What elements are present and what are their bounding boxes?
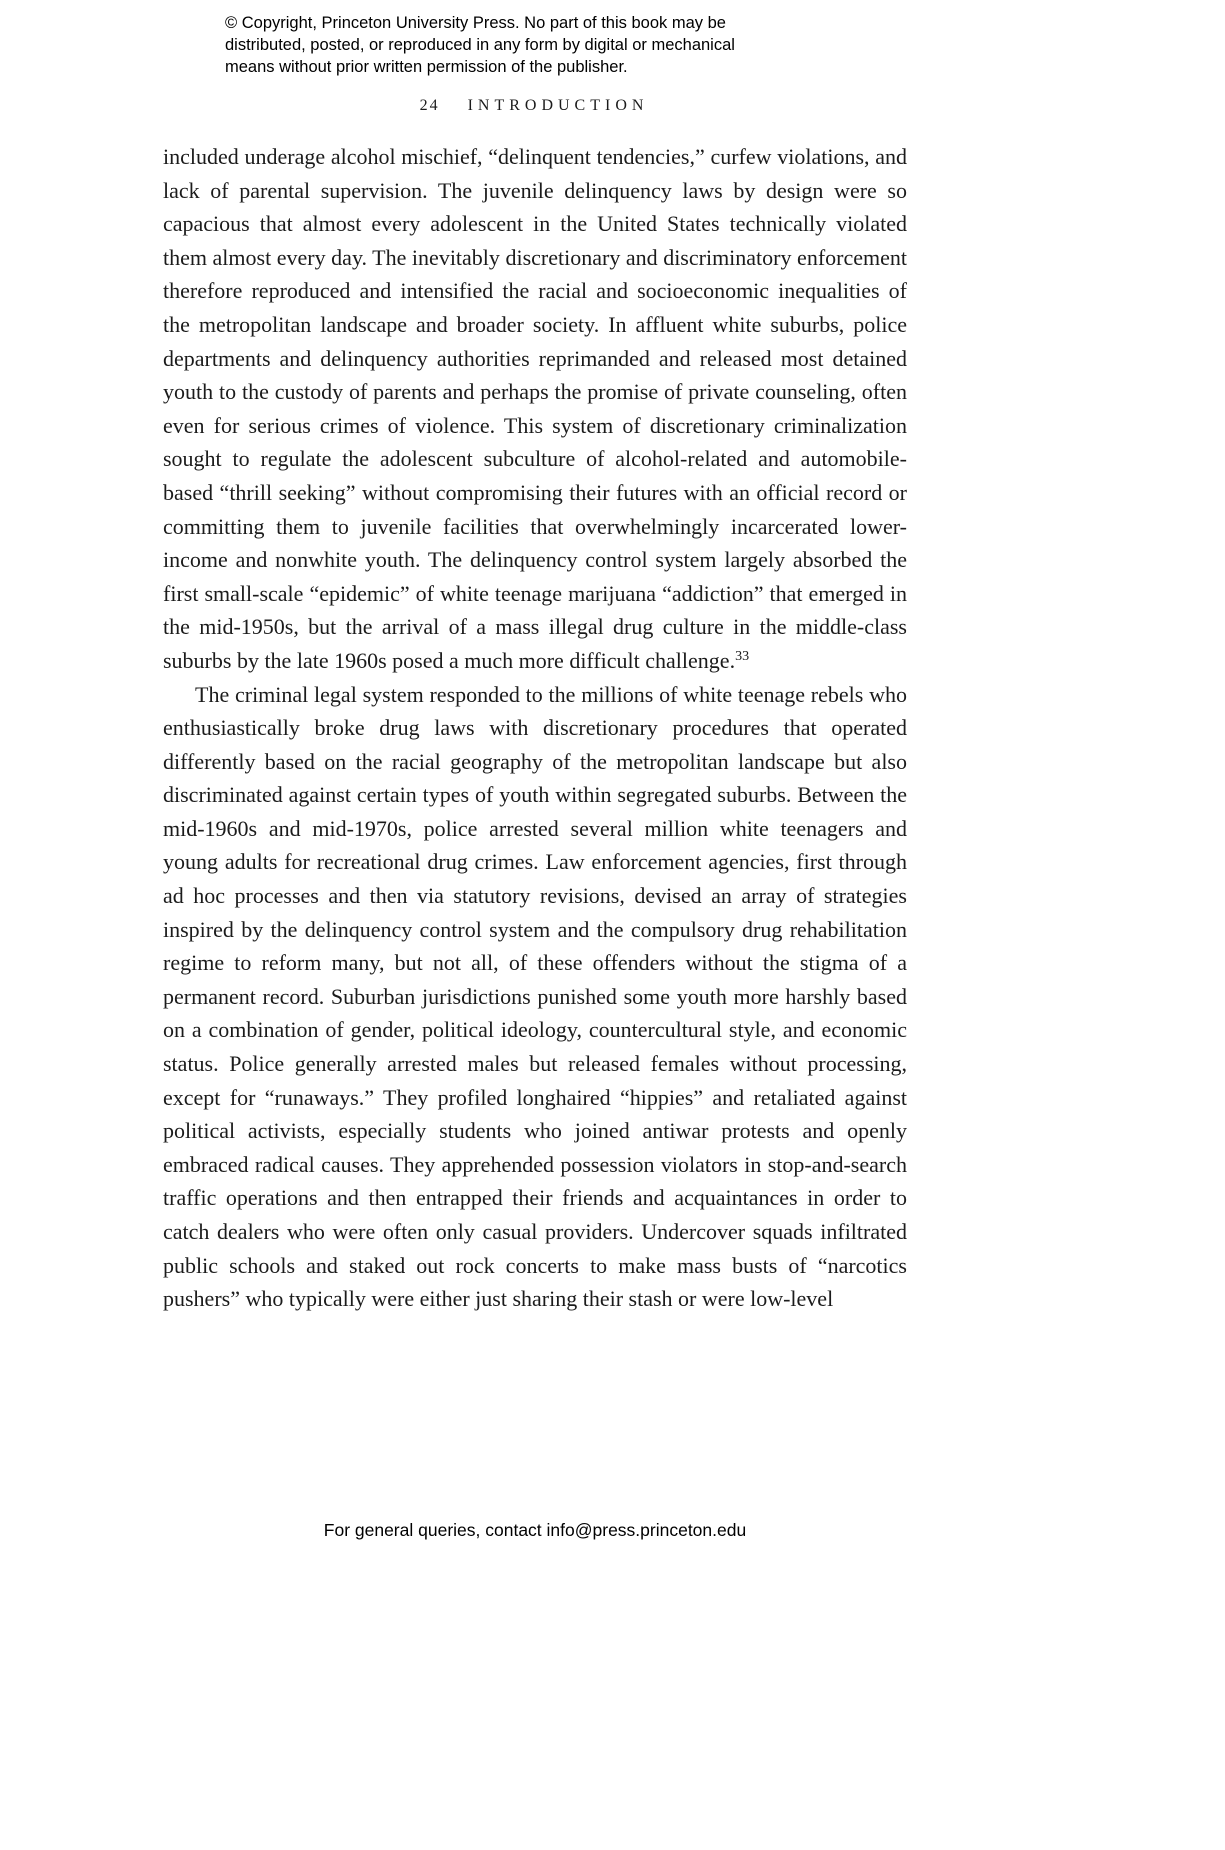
footnote-reference: 33: [735, 648, 750, 665]
section-title: INTRODUCTION: [467, 97, 649, 114]
copyright-line: means without prior written permission of the publisher.: [225, 58, 628, 76]
page-number: 24: [419, 97, 440, 114]
copyright-line: © Copyright, Princeton University Press. No part of this book may be: [225, 14, 726, 32]
copyright-line: distributed, posted, or reproduced in any form by digital or mechanical: [225, 36, 735, 54]
paragraph-1-text: included underage alcohol mischief, “delinquent tendencies,” curfew violations, and lack of parental supervision. The juvenile delinquency laws by design were so capacious that almost every adolescent in the United States technically violated them almost every day. The inevitably discretionary and discriminatory enforcement therefore reproduced and intensified the racial and socioeconomic inequalities of the metropolitan landscape and broader society. In affluent white suburbs, police departments and delinquency authorities reprimanded and released most detained youth to the custody of parents and perhaps the promise of private counseling, often even for serious crimes of violence. This system of discretionary criminalization sought to regulate the adolescent subculture of alcohol-related and automobile-based “thrill seeking” without compromising their futures with an official record or committing them to juvenile facilities that overwhelmingly incarcerated lower-income and nonwhite youth. The delinquency control system largely absorbed the first small-scale “epidemic” of white teenage marijuana “addiction” that emerged in the mid-1950s, but the arrival of a mass illegal drug culture in the middle-class suburbs by the late 1960s posed a much more difficult challenge.: [163, 144, 907, 673]
paragraph-1: [163, 140, 907, 678]
copyright-notice: [225, 12, 845, 78]
body-text: [163, 140, 907, 1316]
footer-contact: For general queries, contact info@press.princeton.edu: [323, 1520, 747, 1540]
running-head: [163, 97, 905, 115]
paragraph-2: [163, 678, 907, 1316]
paragraph-2-text: The criminal legal system responded to the millions of white teenage rebels who enthusiastically broke drug laws with discretionary procedures that operated differently based on the racial geography of the metropolitan landscape but also discriminated against certain types of youth within segregated suburbs. Between the mid-1960s and mid-1970s, police arrested several million white teenagers and young adults for recreational drug crimes. Law enforcement agencies, first through ad hoc processes and then via statutory revisions, devised an array of strategies inspired by the delinquency control system and the compulsory drug rehabilitation regime to reform many, but not all, of these offenders without the stigma of a permanent record. Suburban jurisdictions punished some youth more harshly based on a combination of gender, political ideology, countercultural style, and economic status. Police generally arrested males but released females without processing, except for “runaways.” They profiled longhaired “hippies” and retaliated against political activists, especially students who joined antiwar protests and openly embraced radical causes. They apprehended possession violators in stop-and-search traffic operations and then entrapped their friends and acquaintances in order to catch dealers who were often only casual providers. Undercover squads infiltrated public schools and staked out rock concerts to make mass busts of “narcotics pushers” who typically were either just sharing their stash or were low-level: [163, 681, 907, 1312]
